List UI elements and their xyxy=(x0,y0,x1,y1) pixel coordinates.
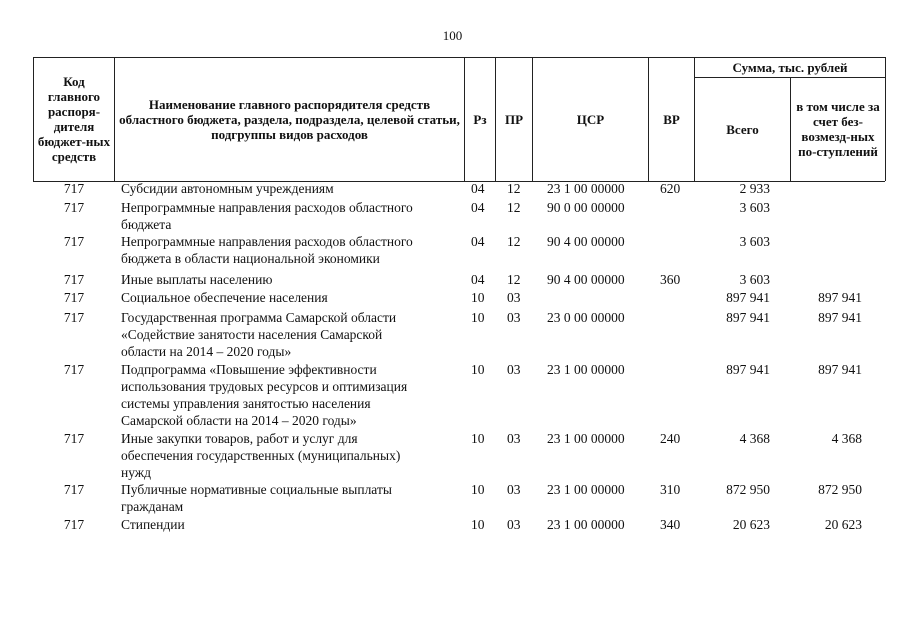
row-rz: 10 xyxy=(471,482,485,497)
row-pr: 03 xyxy=(507,431,521,446)
row-total: 20 623 xyxy=(732,517,770,532)
row-code: 717 xyxy=(63,362,85,377)
row-incl: 4 368 xyxy=(831,431,862,446)
row-total: 3 603 xyxy=(739,272,770,287)
row-name: Иные закупки товаров, работ и услуг для обеспечения государственных (муниципальных) нужд xyxy=(121,431,401,480)
row-csr: 23 1 00 00000 xyxy=(547,431,625,446)
row-code: 717 xyxy=(63,181,85,196)
row-total: 3 603 xyxy=(739,234,770,249)
row-rz: 04 xyxy=(471,200,485,215)
row-total: 872 950 xyxy=(726,482,770,497)
row-vr: 620 xyxy=(660,181,681,196)
col-border xyxy=(33,57,34,181)
row-pr: 03 xyxy=(507,310,521,325)
row-name: Непрограммные направления расходов областного бюджета xyxy=(121,200,413,232)
row-name: Иные выплаты населению xyxy=(121,272,273,287)
row-pr: 03 xyxy=(507,362,521,377)
row-csr: 23 1 00 00000 xyxy=(547,181,625,196)
row-rz: 04 xyxy=(471,234,485,249)
header-rz: Рз xyxy=(473,111,487,127)
page-number: 100 xyxy=(442,28,463,43)
row-vr: 310 xyxy=(660,482,681,497)
row-vr: 360 xyxy=(660,272,681,287)
header-csr: ЦСР xyxy=(576,111,605,127)
row-csr: 23 1 00 00000 xyxy=(547,362,625,377)
row-csr: 23 1 00 00000 xyxy=(547,482,625,497)
row-rz: 10 xyxy=(471,290,485,305)
row-vr: 340 xyxy=(660,517,681,532)
row-code: 717 xyxy=(63,310,85,325)
row-total: 4 368 xyxy=(739,431,770,446)
row-incl: 897 941 xyxy=(818,290,862,305)
row-csr: 90 4 00 00000 xyxy=(547,272,625,287)
row-incl: 872 950 xyxy=(818,482,862,497)
row-name: Субсидии автономным учреждениям xyxy=(121,181,334,196)
row-code: 717 xyxy=(63,234,85,249)
row-code: 717 xyxy=(63,272,85,287)
row-vr: 240 xyxy=(660,431,681,446)
row-rz: 04 xyxy=(471,272,485,287)
row-rz: 10 xyxy=(471,431,485,446)
row-pr: 03 xyxy=(507,517,521,532)
row-rz: 04 xyxy=(471,181,485,196)
header-pr: ПР xyxy=(504,111,524,127)
row-code: 717 xyxy=(63,290,85,305)
row-pr: 12 xyxy=(507,272,521,287)
row-total: 897 941 xyxy=(726,310,770,325)
row-pr: 12 xyxy=(507,234,521,249)
header-total: Всего xyxy=(726,121,759,137)
row-name: Непрограммные направления расходов областного бюджета в области национальной экономики xyxy=(121,234,413,266)
row-csr: 90 4 00 00000 xyxy=(547,234,625,249)
row-incl: 897 941 xyxy=(818,310,862,325)
row-name: Подпрограмма «Повышение эффективности использования трудовых ресурсов и оптимизация системы управления занятостью населения Самарской области на 2014 – 2020 годы» xyxy=(121,362,408,428)
row-name: Социальное обеспечение населения xyxy=(121,290,328,305)
row-pr: 03 xyxy=(507,482,521,497)
header-code: Код главного распоря-дителя бюджет-ных средств xyxy=(37,74,111,164)
row-csr: 23 1 00 00000 xyxy=(547,517,625,532)
col-border xyxy=(114,57,115,181)
row-csr: 23 0 00 00000 xyxy=(547,310,625,325)
row-code: 717 xyxy=(63,200,85,215)
row-rz: 10 xyxy=(471,517,485,532)
row-code: 717 xyxy=(63,482,85,497)
row-pr: 03 xyxy=(507,290,521,305)
header-sum: Сумма, тыс. рублей xyxy=(732,60,848,75)
row-csr: 90 0 00 00000 xyxy=(547,200,625,215)
row-pr: 12 xyxy=(507,181,521,196)
header-vr: ВР xyxy=(663,111,680,127)
row-rz: 10 xyxy=(471,310,485,325)
row-pr: 12 xyxy=(507,200,521,215)
col-border xyxy=(885,57,886,181)
header-incl: в том числе за счет без-возмезд-ных по-ступлений xyxy=(796,99,880,159)
row-code: 717 xyxy=(63,517,85,532)
row-rz: 10 xyxy=(471,362,485,377)
row-name: Государственная программа Самарской области «Содействие занятости населения Самарской области на 2014 – 2020 годы» xyxy=(121,310,397,359)
row-total: 3 603 xyxy=(739,200,770,215)
row-total: 897 941 xyxy=(726,362,770,377)
row-total: 897 941 xyxy=(726,290,770,305)
header-name: Наименование главного распорядителя средств областного бюджета, раздела, подраздела, целевой статьи, подгруппы видов расходов xyxy=(119,96,460,142)
col-border xyxy=(790,77,791,181)
row-name: Публичные нормативные социальные выплаты гражданам xyxy=(121,482,392,514)
row-name: Стипендии xyxy=(121,517,185,532)
row-code: 717 xyxy=(63,431,85,446)
row-total: 2 933 xyxy=(739,181,770,196)
row-incl: 20 623 xyxy=(824,517,862,532)
row-incl: 897 941 xyxy=(818,362,862,377)
